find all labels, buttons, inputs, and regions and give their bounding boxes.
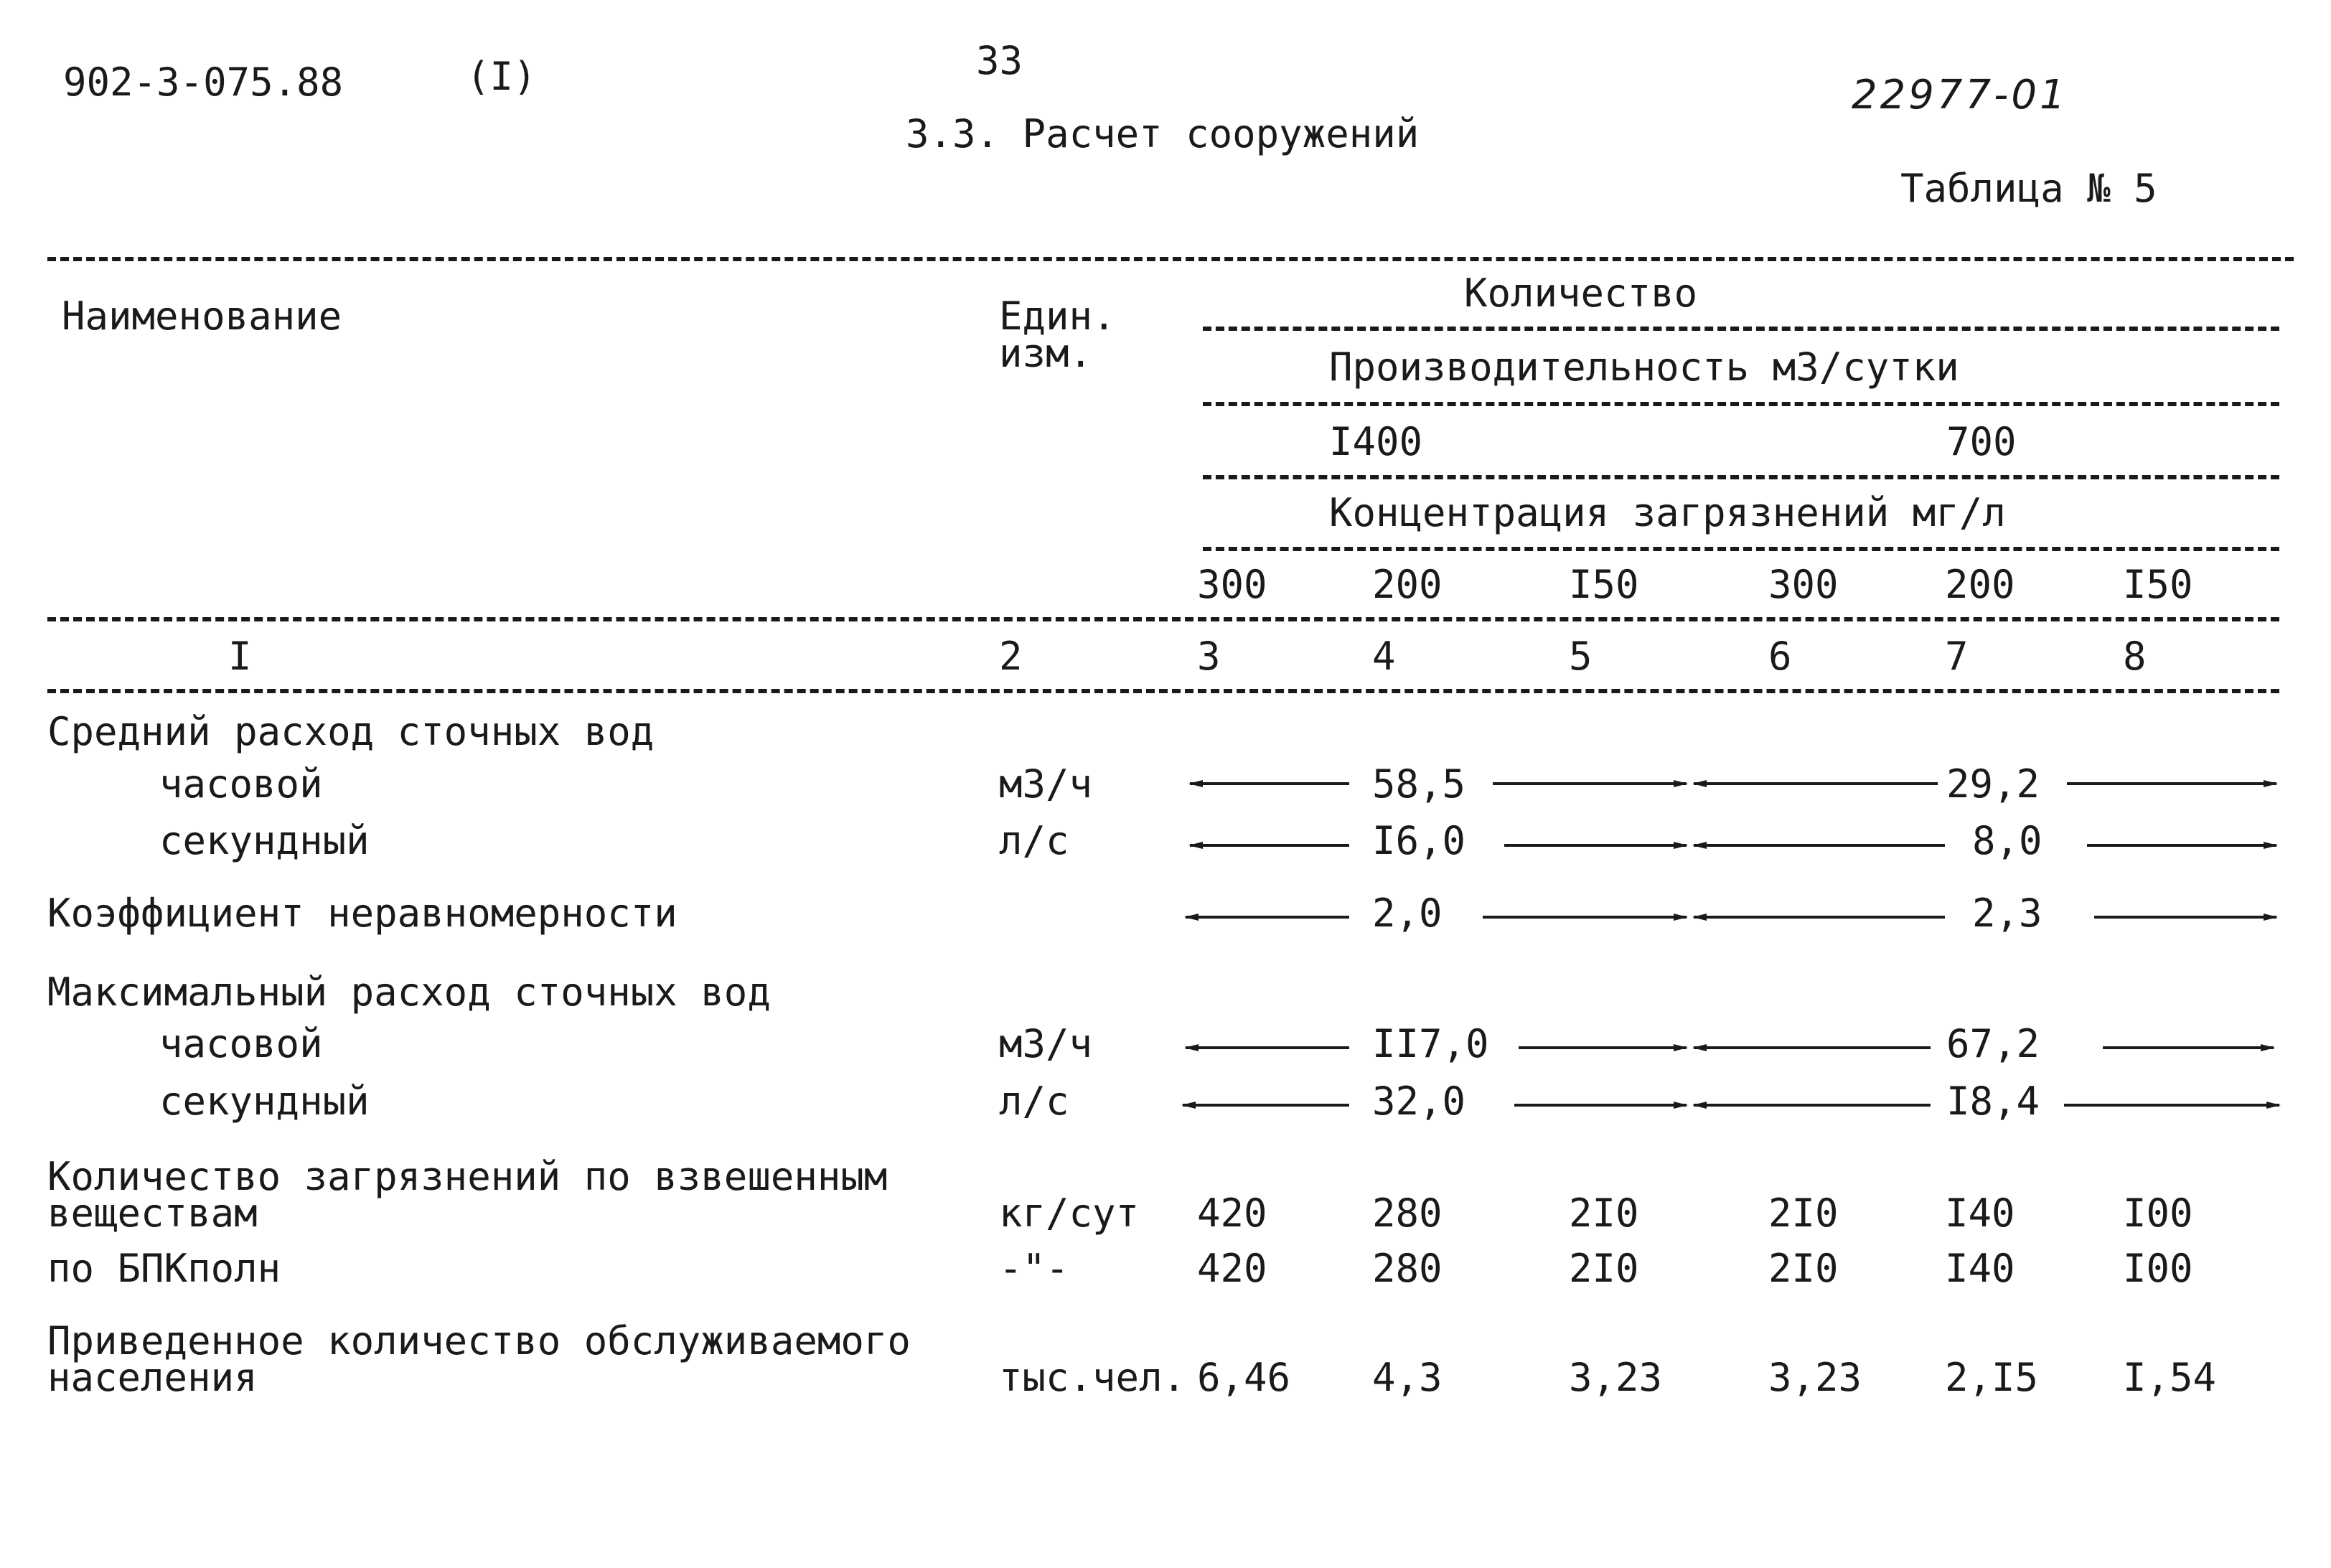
value-population: 4,3 xyxy=(1372,1355,1443,1400)
value-suspended: I40 xyxy=(1945,1191,2015,1236)
archive-number: 22977-01 xyxy=(1852,72,2068,118)
header-unit-line2: изм. xyxy=(999,331,1093,376)
concentration-value: 300 xyxy=(1768,562,1839,607)
value-suspended: 280 xyxy=(1372,1191,1443,1236)
unit-avg-second: л/с xyxy=(999,818,1069,863)
value-avg-hourly-1400: 58,5 xyxy=(1372,761,1466,807)
header-quantity: Количество xyxy=(1464,271,1698,316)
header-capacity: Производительность м3/сутки xyxy=(1329,344,1959,390)
document-code: 902-3-075.88 xyxy=(63,60,344,105)
row-label-max-hourly: часовой xyxy=(159,1021,323,1066)
section-title: 3.3. Расчет сооружений xyxy=(906,111,1420,156)
row-label-population-line2: населения xyxy=(47,1355,258,1400)
page-number: 33 xyxy=(976,38,1023,83)
value-avg-second-700: 8,0 xyxy=(1972,818,2042,863)
column-number: 7 xyxy=(1945,634,1969,679)
concentration-value: 300 xyxy=(1197,562,1267,607)
value-suspended: I00 xyxy=(2123,1191,2193,1236)
column-number: I xyxy=(228,634,252,679)
value-avg-hourly-700: 29,2 xyxy=(1946,761,2040,807)
value-population: 3,23 xyxy=(1569,1355,1663,1400)
unit-max-second: л/с xyxy=(999,1079,1069,1124)
value-population: 6,46 xyxy=(1197,1355,1291,1400)
row-label-population-line1: Приведенное количество обслуживаемого xyxy=(47,1318,911,1363)
column-number: 2 xyxy=(999,634,1023,679)
row-title-avg-flow: Средний расход сточных вод xyxy=(47,709,655,754)
value-max-second-1400: 32,0 xyxy=(1372,1079,1466,1124)
value-max-hourly-1400: II7,0 xyxy=(1372,1021,1489,1066)
value-bod: I00 xyxy=(2123,1246,2193,1291)
value-suspended: 2I0 xyxy=(1569,1191,1639,1236)
row-label-suspended-line2: веществам xyxy=(47,1191,258,1236)
column-number: 3 xyxy=(1197,634,1221,679)
value-population: 3,23 xyxy=(1768,1355,1862,1400)
capacity-value-1400: I400 xyxy=(1329,419,1423,464)
concentration-value: I50 xyxy=(1569,562,1639,607)
unit-suspended: кг/сут xyxy=(999,1191,1140,1236)
concentration-value: 200 xyxy=(1945,562,2015,607)
value-bod: 2I0 xyxy=(1768,1246,1839,1291)
row-label-avg-second: секундный xyxy=(159,818,370,863)
value-bod: I40 xyxy=(1945,1246,2015,1291)
value-bod: 420 xyxy=(1197,1246,1267,1291)
column-number: 4 xyxy=(1372,634,1396,679)
sheet-mark: (I) xyxy=(466,54,537,99)
unit-max-hourly: м3/ч xyxy=(999,1021,1093,1066)
concentration-value: I50 xyxy=(2123,562,2193,607)
unit-bod: -"- xyxy=(999,1246,1069,1291)
value-suspended: 420 xyxy=(1197,1191,1267,1236)
capacity-value-700: 700 xyxy=(1946,419,2017,464)
value-avg-second-1400: I6,0 xyxy=(1372,818,1466,863)
header-name: Наименование xyxy=(62,294,342,339)
row-label-nonuniformity: Коэффициент неравномерности xyxy=(47,891,677,936)
unit-population: тыс.чел. xyxy=(999,1355,1186,1400)
column-number: 6 xyxy=(1768,634,1792,679)
row-title-max-flow: Максимальный расход сточных вод xyxy=(47,970,771,1015)
column-number: 5 xyxy=(1569,634,1593,679)
unit-avg-hourly: м3/ч xyxy=(999,761,1093,807)
row-label-bod: по БПКполн xyxy=(47,1246,281,1291)
value-suspended: 2I0 xyxy=(1768,1191,1839,1236)
column-number: 8 xyxy=(2123,634,2147,679)
value-population: I,54 xyxy=(2123,1355,2217,1400)
value-max-second-700: I8,4 xyxy=(1946,1079,2040,1124)
value-max-hourly-700: 67,2 xyxy=(1946,1021,2040,1066)
header-unit-line1: Един. xyxy=(999,294,1116,339)
value-bod: 2I0 xyxy=(1569,1246,1639,1291)
header-concentration: Концентрация загрязнений мг/л xyxy=(1329,490,2006,535)
table-label: Таблица № 5 xyxy=(1900,166,2157,211)
value-nonuniformity-700: 2,3 xyxy=(1972,891,2042,936)
row-label-max-second: секундный xyxy=(159,1079,370,1124)
row-label-suspended-line1: Количество загрязнений по взвешенным xyxy=(47,1154,888,1199)
concentration-value: 200 xyxy=(1372,562,1443,607)
value-population: 2,I5 xyxy=(1945,1355,2039,1400)
row-label-avg-hourly: часовой xyxy=(159,761,323,807)
value-nonuniformity-1400: 2,0 xyxy=(1372,891,1443,936)
value-bod: 280 xyxy=(1372,1246,1443,1291)
